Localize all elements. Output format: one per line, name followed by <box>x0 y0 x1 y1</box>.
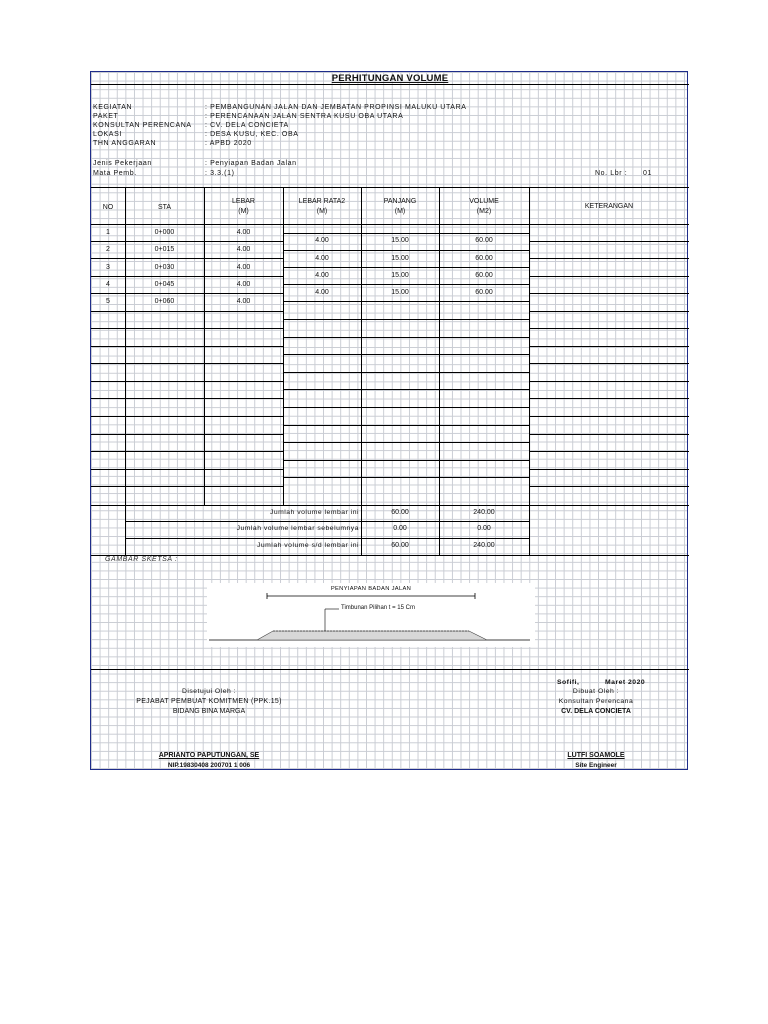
title-divider <box>91 84 689 85</box>
row-3-sta: 0+030 <box>154 264 175 271</box>
no-lembar-label: No. Lbr : <box>595 170 628 177</box>
segment-row-line <box>283 301 529 302</box>
station-row-line <box>91 276 283 277</box>
header-no: NO <box>102 204 114 211</box>
total-sebelumnya-panjang: 0.00 <box>393 525 407 532</box>
keterangan-row-line <box>529 311 689 312</box>
info-label-lokasi: LOKASI <box>93 131 122 138</box>
empty-segment-line <box>283 442 529 443</box>
segment-3-lebar-rata: 4.00 <box>315 272 329 279</box>
segment-row-line <box>283 233 529 234</box>
row-3-no: 3 <box>106 264 110 271</box>
empty-row-line <box>91 381 283 382</box>
header-volume: VOLUME <box>469 198 499 205</box>
approver-department: BIDANG BINA MARGA <box>172 708 246 715</box>
header-lebar: LEBAR <box>232 198 255 205</box>
row-2-no: 2 <box>106 246 110 253</box>
segment-2-lebar-rata: 4.00 <box>315 255 329 262</box>
empty-segment-line <box>283 460 529 461</box>
signature-place: Sofifi, <box>557 679 580 686</box>
road-sketch <box>207 583 535 647</box>
total-kumulatif-volume: 240.00 <box>473 542 495 549</box>
keterangan-empty-line <box>529 363 689 364</box>
empty-row-line <box>91 451 283 452</box>
consultant-role: Konsultan Perencana <box>558 698 634 705</box>
header-panjang: PANJANG <box>383 198 417 205</box>
row-1-no: 1 <box>106 229 110 236</box>
empty-row-line <box>91 469 283 470</box>
empty-row-line <box>91 346 283 347</box>
row-4-lebar: 4.00 <box>236 281 251 288</box>
approver-name: APRIANTO PAPUTUNGAN, SE <box>158 752 260 759</box>
total-sebelumnya-label: Jumlah volume lembar sebelumnya <box>236 525 359 532</box>
column-line-lebar <box>283 187 284 505</box>
timbunan-layer <box>257 631 487 640</box>
keterangan-empty-line <box>529 434 689 435</box>
station-row-line <box>91 258 283 259</box>
road-sketch-drawing <box>207 583 535 647</box>
station-row-line <box>91 293 283 294</box>
segment-1-panjang: 15.00 <box>391 237 409 244</box>
info-label-konsultan: KONSULTAN PERENCANA <box>93 122 192 129</box>
station-row-line <box>91 311 283 312</box>
keterangan-empty-line <box>529 451 689 452</box>
empty-segment-line <box>283 425 529 426</box>
mata-pemb-label: Mata Pemb. <box>93 170 137 177</box>
approver-role: PEJABAT PEMBUAT KOMITMEN (PPK.15) <box>136 698 282 705</box>
keterangan-row-line <box>529 258 689 259</box>
row-4-no: 4 <box>106 281 110 288</box>
segment-2-volume: 60.00 <box>475 255 493 262</box>
info-value-paket: : PERENCANAAN JALAN SENTRA KUSU OBA UTARA <box>205 113 404 120</box>
empty-row-line <box>91 328 283 329</box>
keterangan-empty-line <box>529 398 689 399</box>
segment-4-lebar-rata: 4.00 <box>315 289 329 296</box>
header-lebar-rata: LEBAR RATA2 <box>298 198 346 205</box>
keterangan-row-line <box>529 293 689 294</box>
totals-bottom-border <box>91 555 689 556</box>
jenis-pekerjaan-value: : Penyiapan Badan Jalan <box>205 160 297 167</box>
totals-row-line <box>125 538 529 539</box>
info-label-paket: PAKET <box>93 113 119 120</box>
sketch-note: Timbunan Pilihan t = 15 Cm <box>341 605 415 611</box>
keterangan-empty-line <box>529 416 689 417</box>
segment-2-panjang: 15.00 <box>391 255 409 262</box>
row-1-lebar: 4.00 <box>236 229 251 236</box>
header-lebar-unit: (M) <box>238 208 249 215</box>
made-by-label: Dibuat Oleh : <box>572 688 620 695</box>
header-sta: STA <box>157 204 172 211</box>
segment-row-line <box>283 267 529 268</box>
segment-row-line <box>283 250 529 251</box>
totals-top-border <box>91 505 689 506</box>
total-lembar-ini-label: Jumlah volume lembar ini <box>269 509 359 516</box>
row-2-sta: 0+015 <box>154 246 175 253</box>
row-3-lebar: 4.00 <box>236 264 251 271</box>
header-keterangan: KETERANGAN <box>584 203 634 210</box>
empty-segment-line <box>283 354 529 355</box>
table-top-border <box>91 187 689 188</box>
keterangan-empty-line <box>529 486 689 487</box>
empty-row-line <box>91 398 283 399</box>
keterangan-empty-line <box>529 328 689 329</box>
consultant-company: CV. DELA CONCIETA <box>561 708 631 715</box>
empty-row-line <box>91 363 283 364</box>
totals-row-line <box>125 521 529 522</box>
header-lebar-rata-unit: (M) <box>316 208 328 215</box>
empty-row-line <box>91 486 283 487</box>
info-value-konsultan: : CV. DELA CONCIETA <box>205 122 289 129</box>
row-5-sta: 0+060 <box>154 298 175 305</box>
row-5-no: 5 <box>106 298 110 305</box>
column-line-volume <box>529 187 530 555</box>
sketch-label: GAMBAR SKETSA : <box>105 556 178 563</box>
segment-4-panjang: 15.00 <box>391 289 409 296</box>
signature-divider <box>91 669 689 670</box>
empty-segment-line <box>283 337 529 338</box>
no-lembar-value: 01 <box>643 170 652 177</box>
keterangan-row-line <box>529 276 689 277</box>
approved-by-label: Disetujui Oleh : <box>181 688 237 695</box>
segment-1-lebar-rata: 4.00 <box>315 237 329 244</box>
total-lembar-ini-volume: 240.00 <box>473 509 495 516</box>
empty-segment-line <box>283 477 529 478</box>
segment-1-volume: 60.00 <box>475 237 493 244</box>
empty-segment-line <box>283 407 529 408</box>
segment-3-panjang: 15.00 <box>391 272 409 279</box>
segment-4-volume: 60.00 <box>475 289 493 296</box>
info-value-lokasi: : DESA KUSU, KEC. OBA <box>205 131 299 138</box>
total-kumulatif-label: Jumlah volume s/d lembar ini <box>256 542 359 549</box>
column-line-no <box>125 187 126 555</box>
keterangan-row-line <box>529 224 689 225</box>
consultant-signer-name: LUTFI SOAMOLE <box>567 752 625 759</box>
sketch-title: PENYIAPAN BADAN JALAN <box>330 586 412 592</box>
keterangan-row-line <box>529 241 689 242</box>
jenis-pekerjaan-label: Jenis Pekerjaan <box>93 160 152 167</box>
empty-row-line <box>91 434 283 435</box>
approver-nip: NIP.19830408 200701 1 006 <box>167 762 251 769</box>
info-label-tahun: THN ANGGARAN <box>93 140 157 147</box>
row-2-lebar: 4.00 <box>236 246 251 253</box>
signature-date: Maret 2020 <box>605 679 646 686</box>
consultant-signer-position: Site Engineer <box>575 762 617 769</box>
keterangan-empty-line <box>529 346 689 347</box>
info-value-kegiatan: : PEMBANGUNAN JALAN DAN JEMBATAN PROPINSI MALUKU UTARA <box>205 104 467 111</box>
total-kumulatif-panjang: 60.00 <box>391 542 409 549</box>
segment-3-volume: 60.00 <box>475 272 493 279</box>
empty-row-line <box>91 416 283 417</box>
total-lembar-ini-panjang: 60.00 <box>391 509 409 516</box>
info-label-kegiatan: KEGIATAN <box>93 104 133 111</box>
header-volume-unit: (M2) <box>476 208 492 215</box>
segment-row-line <box>283 284 529 285</box>
info-value-tahun: : APBD 2020 <box>205 140 252 147</box>
keterangan-empty-line <box>529 381 689 382</box>
header-panjang-unit: (M) <box>394 208 406 215</box>
keterangan-empty-line <box>529 469 689 470</box>
mata-pemb-value: : 3.3.(1) <box>205 170 235 177</box>
total-sebelumnya-volume: 0.00 <box>477 525 491 532</box>
row-4-sta: 0+045 <box>154 281 175 288</box>
empty-segment-line <box>283 372 529 373</box>
volume-sheet <box>90 71 688 770</box>
page-title: PERHITUNGAN VOLUME <box>331 73 449 84</box>
row-5-lebar: 4.00 <box>236 298 251 305</box>
empty-segment-line <box>283 389 529 390</box>
empty-segment-line <box>283 319 529 320</box>
station-row-line <box>91 241 283 242</box>
row-1-sta: 0+000 <box>154 229 175 236</box>
